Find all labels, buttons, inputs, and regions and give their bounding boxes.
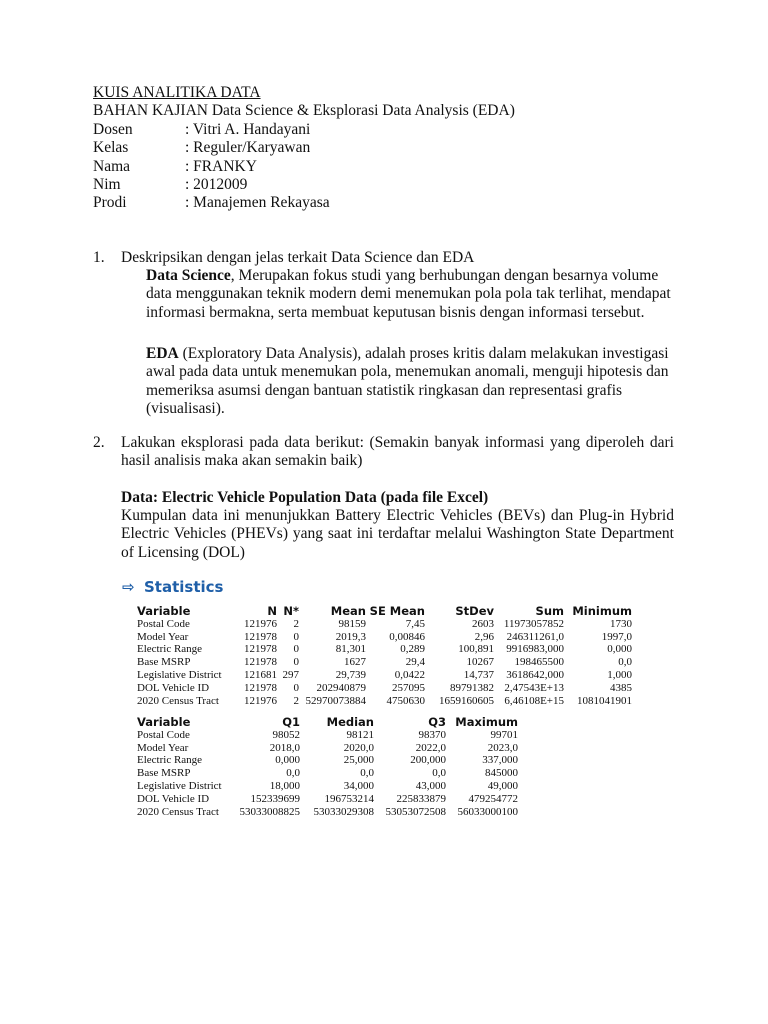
table-cell: 152339699: [250, 792, 300, 805]
statistics-table-2: [136, 716, 519, 818]
table-cell: 2020,0: [343, 741, 374, 754]
field-label: Prodi: [93, 194, 127, 211]
table-cell: Legislative District: [137, 779, 222, 792]
table-cell: 845000: [485, 767, 518, 780]
table-cell: Electric Range: [137, 754, 203, 767]
table-cell: 100,891: [458, 643, 494, 656]
statistics-heading: [122, 578, 223, 596]
header-variable: Variable: [137, 604, 191, 618]
table-cell: 34,000: [343, 779, 374, 792]
table-cell: 0,000: [275, 754, 300, 767]
header-mean: Mean: [330, 604, 366, 618]
table-cell: 81,301: [335, 643, 366, 656]
table-cell: 1,000: [607, 668, 632, 681]
table-row: [136, 643, 633, 656]
table-cell: 0,0422: [394, 668, 425, 681]
table-cell: 479254772: [468, 792, 518, 805]
table-cell: 18,000: [269, 779, 300, 792]
table-cell: 99701: [490, 728, 518, 741]
table-row: [136, 767, 519, 780]
table-cell: 0: [293, 643, 299, 656]
data-description: Kumpulan data ini menunjukkan Battery Electric Vehicles (BEVs) dan Plug-in Hybrid Electric Vehicles (PHEVs) yang saat ini terdaftar melalui Washington State Department of Licensing (DOL): [121, 507, 674, 561]
table-cell: 0,289: [400, 643, 425, 656]
table-cell: 25,000: [343, 754, 374, 767]
table-cell: 2018,0: [269, 741, 300, 754]
header-q3: Q3: [428, 715, 446, 729]
table-cell: Model Year: [137, 741, 189, 754]
table-row: [136, 780, 519, 793]
table-cell: 0,0: [286, 767, 300, 780]
table-cell: 2019,3: [335, 630, 366, 643]
table-cell: 0,0: [360, 767, 374, 780]
table-cell: Postal Code: [137, 728, 190, 741]
table-header-row: [136, 716, 519, 729]
table-cell: 121681: [244, 668, 277, 681]
table-cell: 337,000: [482, 754, 518, 767]
table-cell: Base MSRP: [137, 767, 191, 780]
eda-term: EDA: [146, 345, 179, 362]
table-cell: 53053072508: [385, 805, 446, 818]
field-label: Nim: [93, 176, 121, 193]
data-science-term: Data Science: [146, 267, 231, 284]
table-cell: 98121: [346, 728, 374, 741]
header-sum: Sum: [535, 604, 564, 618]
table-cell: 121978: [244, 656, 277, 669]
field-value: : Vitri A. Handayani: [185, 121, 311, 138]
table-cell: 121978: [244, 681, 277, 694]
table-cell: 1659160605: [439, 694, 494, 707]
table-cell: Postal Code: [137, 617, 190, 630]
table-cell: 0,00846: [389, 630, 425, 643]
table-cell: 2020 Census Tract: [137, 694, 219, 707]
table-row: [136, 793, 519, 806]
question-2-text: Lakukan eksplorasi pada data berikut: (Semakin banyak informasi yang diperoleh dari hasil analisis maka akan semakin baik): [121, 434, 674, 470]
table-cell: 196753214: [324, 792, 374, 805]
table-cell: 1081041901: [577, 694, 632, 707]
table-cell: 43,000: [415, 779, 446, 792]
document-title: KUIS ANALITIKA DATA: [93, 84, 261, 101]
table-cell: 121976: [244, 694, 277, 707]
table-cell: 53033008825: [239, 805, 300, 818]
field-value: : Reguler/Karyawan: [185, 139, 311, 156]
table-cell: 56033000100: [457, 805, 518, 818]
field-kelas: [93, 139, 310, 157]
table-cell: 52970073884: [305, 694, 366, 707]
document-subtitle: BAHAN KAJIAN Data Science & Eksplorasi Data Analysis (EDA): [93, 102, 515, 119]
table-cell: Electric Range: [137, 643, 203, 656]
table-cell: 2: [293, 694, 299, 707]
table-cell: 29,4: [405, 656, 425, 669]
eda-paragraph: [146, 345, 676, 419]
table-cell: 198465500: [514, 656, 564, 669]
table-row: [136, 631, 633, 644]
table-cell: 7,45: [405, 617, 425, 630]
table-row: [136, 729, 519, 742]
statistics-table-1: [136, 605, 633, 707]
table-cell: Model Year: [137, 630, 189, 643]
table-cell: 49,000: [487, 779, 518, 792]
table-cell: 121978: [244, 630, 277, 643]
table-cell: 0,0: [432, 767, 446, 780]
table-cell: 0,000: [607, 643, 632, 656]
table-cell: 2022,0: [415, 741, 446, 754]
table-cell: 246311261,0: [506, 630, 564, 643]
header-median: Median: [326, 715, 374, 729]
field-nama: [93, 158, 257, 176]
table-cell: 2023,0: [487, 741, 518, 754]
header-stdev: StDev: [455, 604, 494, 618]
table-cell: DOL Vehicle ID: [137, 681, 210, 694]
table-cell: 2603: [472, 617, 494, 630]
table-cell: Base MSRP: [137, 656, 191, 669]
header-minimum: Minimum: [572, 604, 632, 618]
table-row: [136, 742, 519, 755]
table-cell: 29,739: [335, 668, 366, 681]
table-cell: 89791382: [450, 681, 494, 694]
header-n: N: [267, 604, 277, 618]
header-n-star: N*: [283, 604, 299, 618]
table-cell: 98159: [338, 617, 366, 630]
table-cell: 1730: [610, 617, 632, 630]
field-label: Nama: [93, 158, 131, 175]
table-row: [136, 806, 519, 819]
table-cell: 11973057852: [503, 617, 564, 630]
data-science-text: , Merupakan fokus studi yang berhubungan dengan besarnya volume data menggunakan teknik modern demi menemukan pola pola tak terlihat, mendapat informasi bermakna, serta membuat keputusan bisnis dengan informasi tersebut.: [146, 267, 671, 321]
table-cell: 4385: [610, 681, 632, 694]
table-cell: DOL Vehicle ID: [137, 792, 210, 805]
table-cell: 202940879: [316, 681, 366, 694]
question-1-number: 1.: [93, 249, 105, 266]
table-cell: 121978: [244, 643, 277, 656]
data-title: Data: Electric Vehicle Population Data (pada file Excel): [121, 489, 489, 506]
field-dosen: [93, 121, 310, 139]
header-maximum: Maximum: [455, 715, 518, 729]
table-cell: 2020 Census Tract: [137, 805, 219, 818]
question-2-number: 2.: [93, 434, 105, 451]
field-label: Dosen: [93, 121, 133, 138]
field-prodi: [93, 194, 330, 212]
header-se-mean: SE Mean: [369, 604, 425, 618]
field-value: : FRANKY: [185, 158, 257, 175]
data-science-paragraph: [146, 267, 676, 322]
eda-text: (Exploratory Data Analysis), adalah proses kritis dalam melakukan investigasi awal pada data untuk menemukan pola, menemukan anomali, menguji hipotesis dan memeriksa asumsi dengan bantuan statistik ringkasan dan representasi grafis (visualisasi).: [146, 345, 669, 418]
table-cell: 98370: [418, 728, 446, 741]
table-cell: 225833879: [396, 792, 446, 805]
table-row: [136, 754, 519, 767]
table-cell: 0: [293, 630, 299, 643]
table-row: [136, 669, 633, 682]
field-nim: [93, 176, 247, 194]
table-cell: Legislative District: [137, 668, 222, 681]
table-row: [136, 618, 633, 631]
table-cell: 9916983,000: [506, 643, 564, 656]
table-cell: 297: [282, 668, 299, 681]
table-cell: 0: [293, 681, 299, 694]
table-cell: 2,47543E+13: [504, 681, 564, 694]
table-cell: 14,737: [463, 668, 494, 681]
table-cell: 2: [293, 617, 299, 630]
table-row: [136, 682, 633, 695]
table-header-row: [136, 605, 633, 618]
table-cell: 0,0: [618, 656, 632, 669]
table-cell: 10267: [466, 656, 494, 669]
field-value: : 2012009: [185, 176, 248, 193]
table-row: [136, 656, 633, 669]
table-cell: 0: [293, 656, 299, 669]
table-cell: 6,46108E+15: [504, 694, 564, 707]
field-label: Kelas: [93, 139, 129, 156]
table-cell: 98052: [272, 728, 300, 741]
arrow-right-icon: ⇨: [122, 578, 135, 596]
table-cell: 53033029308: [313, 805, 374, 818]
table-cell: 121976: [244, 617, 277, 630]
table-cell: 1997,0: [601, 630, 632, 643]
header-variable: Variable: [137, 715, 191, 729]
table-row: [136, 695, 633, 708]
table-cell: 1627: [344, 656, 366, 669]
table-cell: 3618642,000: [506, 668, 564, 681]
table-cell: 257095: [392, 681, 425, 694]
field-value: : Manajemen Rekayasa: [185, 194, 330, 211]
statistics-label: Statistics: [144, 578, 224, 596]
table-cell: 200,000: [410, 754, 446, 767]
question-1-text: Deskripsikan dengan jelas terkait Data Science dan EDA: [121, 249, 475, 266]
table-cell: 4750630: [386, 694, 425, 707]
table-cell: 2,96: [474, 630, 494, 643]
header-q1: Q1: [282, 715, 300, 729]
